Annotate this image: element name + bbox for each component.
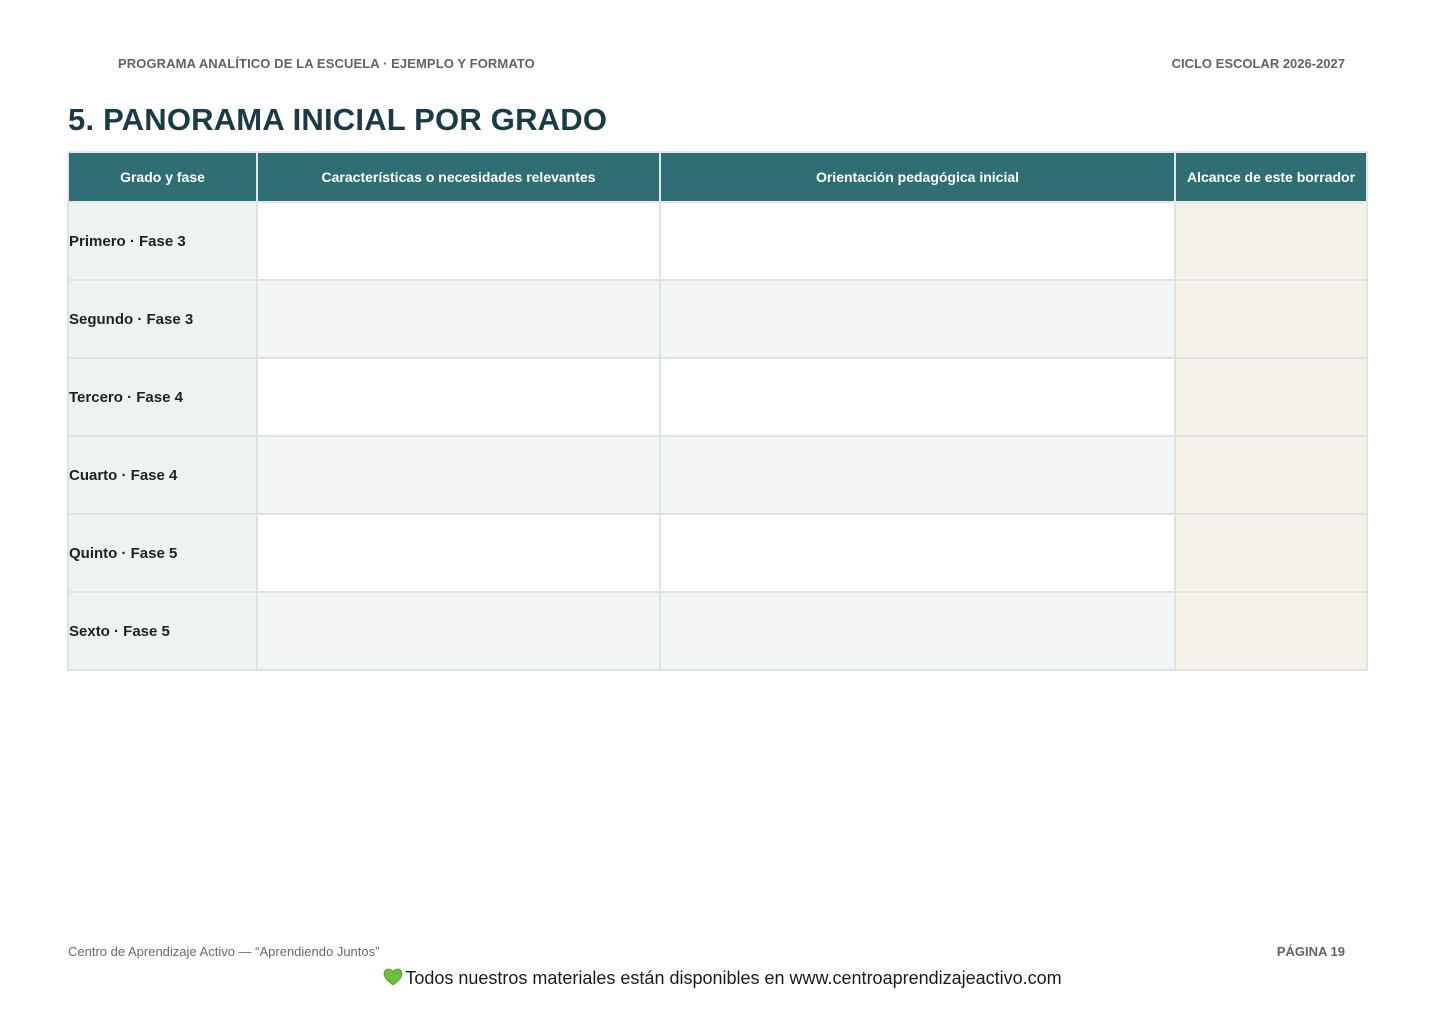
grade-cell: Segundo · Fase 3 — [68, 280, 257, 358]
running-header-left: PROGRAMA ANALÍTICO DE LA ESCUELA · EJEMPLO Y FORMATO — [118, 56, 535, 71]
table-row — [68, 358, 1367, 436]
column-header-needs: Características o necesidades relevantes — [257, 152, 660, 202]
needs-cell[interactable] — [257, 592, 660, 670]
running-header-right: CICLO ESCOLAR 2026-2027 — [1171, 56, 1345, 71]
scope-cell[interactable] — [1175, 436, 1367, 514]
green-heart-icon — [383, 968, 403, 986]
orientation-cell[interactable] — [660, 514, 1175, 592]
scope-cell[interactable] — [1175, 592, 1367, 670]
orientation-cell[interactable] — [660, 436, 1175, 514]
table-header-row — [68, 152, 1367, 202]
table-row — [68, 202, 1367, 280]
orientation-cell[interactable] — [660, 280, 1175, 358]
table-row — [68, 514, 1367, 592]
needs-cell[interactable] — [257, 202, 660, 280]
grade-cell: Sexto · Fase 5 — [68, 592, 257, 670]
needs-cell[interactable] — [257, 358, 660, 436]
orientation-cell[interactable] — [660, 202, 1175, 280]
column-header-grade: Grado y fase — [68, 152, 257, 202]
table-row — [68, 592, 1367, 670]
needs-cell[interactable] — [257, 280, 660, 358]
section-title: 5. PANORAMA INICIAL POR GRADO — [68, 102, 608, 137]
grade-cell: Tercero · Fase 4 — [68, 358, 257, 436]
promo-line — [0, 968, 1445, 989]
scope-cell[interactable] — [1175, 514, 1367, 592]
table-row — [68, 280, 1367, 358]
page-number: PÁGINA 19 — [1276, 944, 1345, 959]
orientation-cell[interactable] — [660, 592, 1175, 670]
column-header-scope: Alcance de este borrador — [1175, 152, 1367, 202]
scope-cell[interactable] — [1175, 202, 1367, 280]
promo-text[interactable]: Todos nuestros materiales están disponibles en www.centroaprendizajeactivo.com — [405, 968, 1062, 988]
grade-cell: Primero · Fase 3 — [68, 202, 257, 280]
needs-cell[interactable] — [257, 436, 660, 514]
table-row — [68, 436, 1367, 514]
grade-cell: Cuarto · Fase 4 — [68, 436, 257, 514]
column-header-orientation: Orientación pedagógica inicial — [660, 152, 1175, 202]
scope-cell[interactable] — [1175, 280, 1367, 358]
needs-cell[interactable] — [257, 514, 660, 592]
grade-overview-table — [67, 151, 1368, 671]
orientation-cell[interactable] — [660, 358, 1175, 436]
grade-cell: Quinto · Fase 5 — [68, 514, 257, 592]
footer-organization: Centro de Aprendizaje Activo — “Aprendiendo Juntos” — [68, 944, 380, 959]
scope-cell[interactable] — [1175, 358, 1367, 436]
